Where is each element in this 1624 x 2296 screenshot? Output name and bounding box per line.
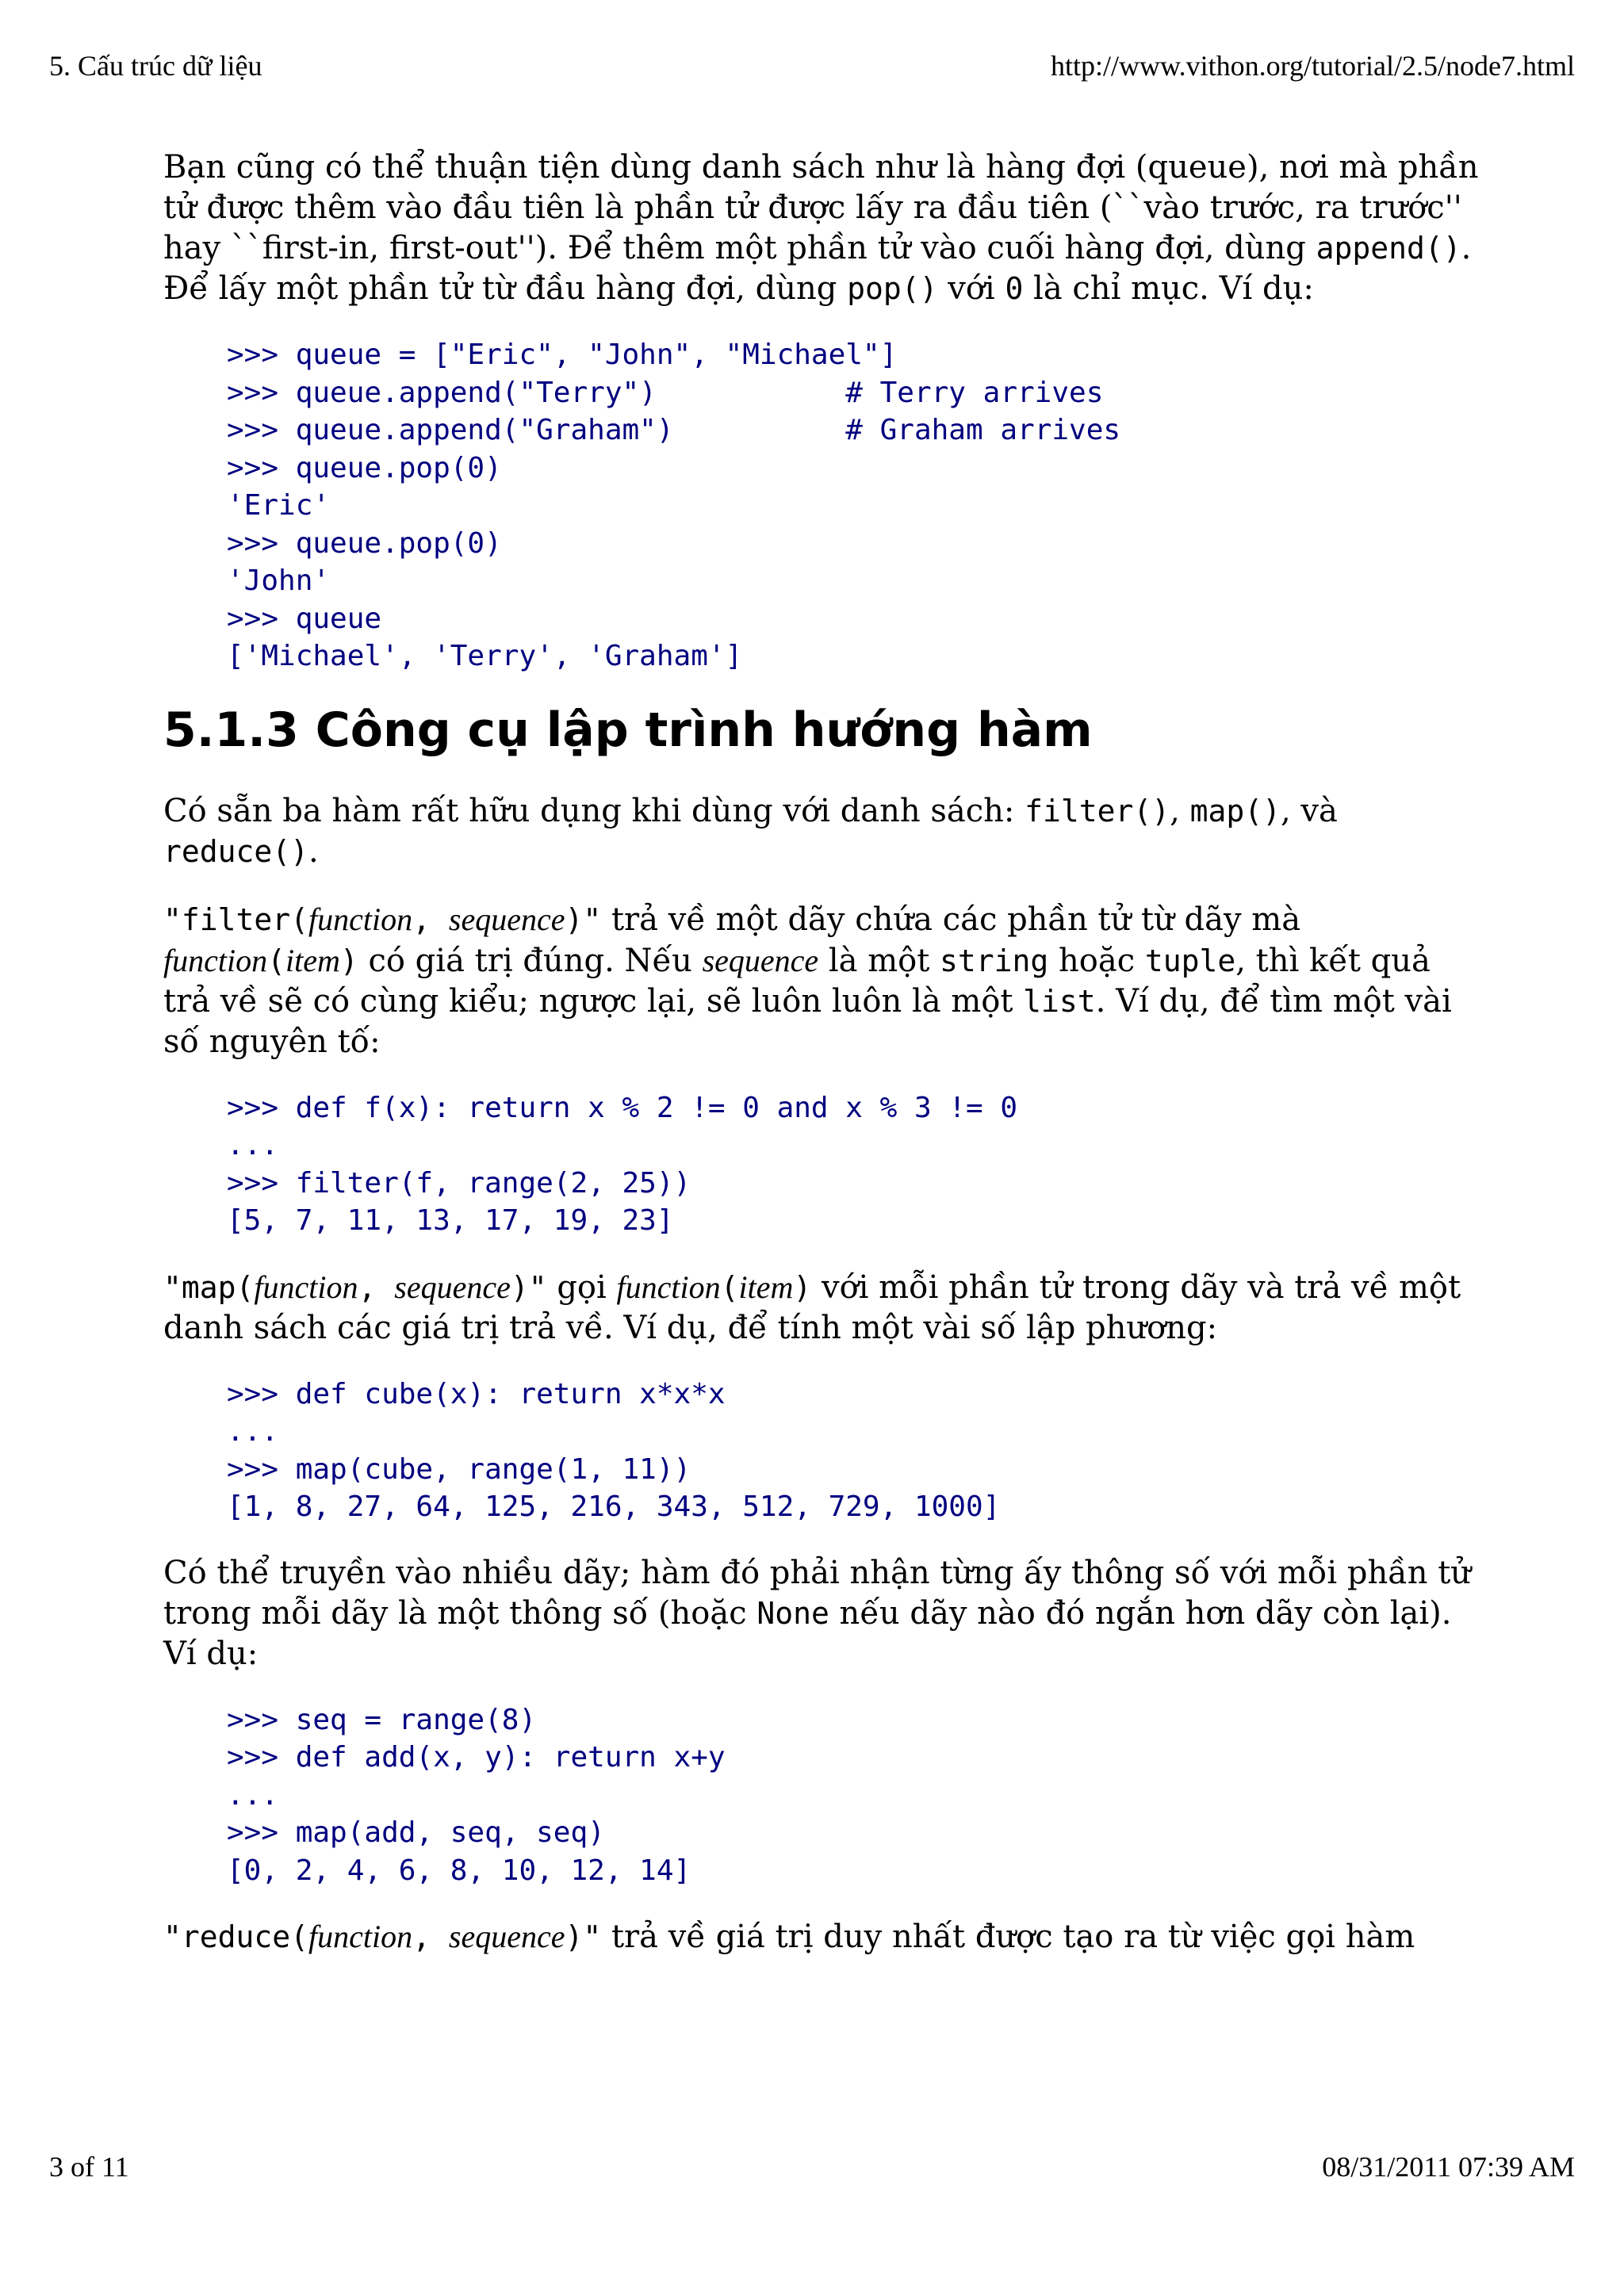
parameter-name: function bbox=[163, 942, 268, 978]
code-line: >>> queue.pop(0) bbox=[227, 451, 502, 484]
inline-code: "reduce( bbox=[163, 1919, 309, 1954]
inline-code: "filter( bbox=[163, 901, 309, 937]
text: có giá trị đúng. Nếu bbox=[358, 942, 703, 979]
code-line: >>> queue.append("Terry") # Terry arrives bbox=[227, 376, 1104, 409]
parameter-name: function bbox=[308, 901, 413, 937]
inline-code: string bbox=[940, 943, 1049, 978]
parameter-name: sequence bbox=[448, 901, 565, 937]
text: . Ví dụ, để tìm một vài số nguyên tố: bbox=[163, 982, 1452, 1060]
paragraph-functional-tools bbox=[163, 791, 1480, 872]
inline-code: filter() bbox=[1025, 793, 1170, 828]
inline-code: )" bbox=[565, 1919, 602, 1954]
code-line: >>> def f(x): return x % 2 != 0 and x % 3 != 0 bbox=[227, 1091, 1017, 1124]
code-line: >>> queue = ["Eric", "John", "Michael"] bbox=[227, 339, 898, 371]
text: , và bbox=[1280, 792, 1338, 829]
code-line: >>> def cube(x): return x*x*x bbox=[227, 1377, 726, 1410]
code-line: [1, 8, 27, 64, 125, 216, 343, 512, 729, 1000] bbox=[227, 1490, 1001, 1523]
code-block-map-cube bbox=[227, 1376, 1480, 1526]
code-line: >>> map(cube, range(1, 11)) bbox=[227, 1452, 691, 1486]
parameter-name: item bbox=[285, 942, 340, 978]
parameter-name: item bbox=[738, 1269, 794, 1305]
inline-code: pop() bbox=[847, 271, 938, 306]
code-line: ... bbox=[227, 1415, 279, 1448]
inline-code: )" bbox=[565, 901, 602, 937]
parameter-name: function bbox=[308, 1919, 413, 1954]
text: , thì kết quả trả về sẽ có cùng kiểu; ngược lại, sẽ luôn luôn là một bbox=[163, 942, 1431, 1020]
inline-code: ( bbox=[720, 1269, 739, 1305]
code-line: 'Eric' bbox=[227, 489, 331, 522]
inline-code: tuple bbox=[1144, 943, 1236, 978]
text: là một bbox=[818, 942, 940, 979]
inline-code: None bbox=[756, 1595, 829, 1631]
source-url: http://www.vithon.org/tutorial/2.5/node7.html bbox=[1051, 50, 1575, 82]
paragraph-reduce bbox=[163, 1916, 1480, 1957]
code-line: >>> queue.append("Graham") # Graham arrives bbox=[227, 414, 1121, 446]
page-header bbox=[49, 49, 1575, 82]
section-heading: 5.1.3 Công cụ lập trình hướng hàm bbox=[163, 702, 1093, 758]
text: trả về giá trị duy nhất được tạo ra từ việc gọi hàm bbox=[601, 1919, 1415, 1955]
text: là chỉ mục. Ví dụ: bbox=[1023, 270, 1314, 307]
paragraph-map bbox=[163, 1267, 1480, 1349]
inline-code: , bbox=[412, 901, 449, 937]
paragraph-queue-intro bbox=[163, 147, 1480, 309]
code-line: >>> seq = range(8) bbox=[227, 1703, 537, 1736]
text: . Để lấy một phần tử từ đầu hàng đợi, dùng bbox=[163, 230, 1472, 307]
code-line: ... bbox=[227, 1129, 279, 1161]
inline-code: , bbox=[412, 1919, 449, 1954]
parameter-name: sequence bbox=[448, 1919, 565, 1954]
code-line: >>> queue.pop(0) bbox=[227, 526, 502, 560]
inline-code: ) bbox=[793, 1269, 812, 1305]
text: Có sẵn ba hàm rất hữu dụng khi dùng với danh sách: bbox=[163, 792, 1025, 829]
text: Bạn cũng có thể thuận tiện dùng danh sách như là hàng đợi (queue), nơi mà phần tử được thêm vào đầu tiên là phần tử được lấy ra đầu tiên (``vào trước, ra trước'' hay ``first-in, first-out''). Để thêm một phần tử vào cuối hàng đợi, dùng bbox=[163, 149, 1479, 266]
code-line: [0, 2, 4, 6, 8, 10, 12, 14] bbox=[227, 1854, 691, 1887]
paragraph-multiple-sequences bbox=[163, 1553, 1480, 1674]
code-block-filter bbox=[227, 1089, 1480, 1240]
code-line: >>> def add(x, y): return x+y bbox=[227, 1741, 726, 1774]
inline-code: "map( bbox=[163, 1269, 255, 1305]
inline-code: )" bbox=[510, 1269, 547, 1305]
code-line: ... bbox=[227, 1778, 279, 1812]
inline-code: map() bbox=[1189, 793, 1281, 828]
page-footer bbox=[49, 2150, 1575, 2183]
print-datetime: 08/31/2011 07:39 AM bbox=[1322, 2151, 1575, 2183]
code-line: [5, 7, 11, 13, 17, 19, 23] bbox=[227, 1204, 674, 1237]
text: . bbox=[308, 832, 319, 870]
parameter-name: sequence bbox=[394, 1269, 511, 1305]
inline-code: 0 bbox=[1005, 271, 1024, 306]
code-block-queue bbox=[227, 336, 1480, 675]
parameter-name: sequence bbox=[702, 942, 819, 978]
text: nếu dãy nào đó ngắn hơn dãy còn lại). Ví dụ: bbox=[163, 1594, 1452, 1672]
text: hoặc bbox=[1048, 942, 1145, 979]
code-line: >>> filter(f, range(2, 25)) bbox=[227, 1166, 691, 1200]
inline-code: ) bbox=[339, 943, 358, 978]
document-body bbox=[163, 147, 1480, 1984]
text: gọi bbox=[546, 1269, 617, 1306]
code-line: >>> queue bbox=[227, 602, 382, 635]
text: , bbox=[1170, 792, 1190, 829]
text: Có thể truyền vào nhiều dãy; hàm đó phải nhận từng ấy thông số với mỗi phần tử trong mỗi dãy là một thông số (hoặc bbox=[163, 1554, 1472, 1632]
inline-code: list bbox=[1023, 983, 1096, 1019]
inline-code: ( bbox=[267, 943, 285, 978]
code-line: 'John' bbox=[227, 564, 331, 597]
inline-code: reduce() bbox=[163, 833, 309, 869]
inline-code: , bbox=[358, 1269, 395, 1305]
code-block-map-add bbox=[227, 1701, 1480, 1890]
paragraph-filter bbox=[163, 899, 1480, 1062]
document-title: 5. Cấu trúc dữ liệu bbox=[49, 50, 262, 82]
parameter-name: function bbox=[616, 1269, 721, 1305]
text: với bbox=[937, 270, 1005, 307]
inline-code: append() bbox=[1316, 231, 1461, 266]
text: với mỗi phần tử trong dãy và trả về một danh sách các giá trị trả về. Ví dụ, để tính một vài số lập phương: bbox=[163, 1269, 1461, 1346]
code-line: ['Michael', 'Terry', 'Graham'] bbox=[227, 640, 743, 672]
page-counter: 3 of 11 bbox=[49, 2151, 129, 2183]
code-line: >>> map(add, seq, seq) bbox=[227, 1816, 605, 1849]
parameter-name: function bbox=[254, 1269, 358, 1305]
text: trả về một dãy chứa các phần tử từ dãy mà bbox=[601, 901, 1301, 938]
